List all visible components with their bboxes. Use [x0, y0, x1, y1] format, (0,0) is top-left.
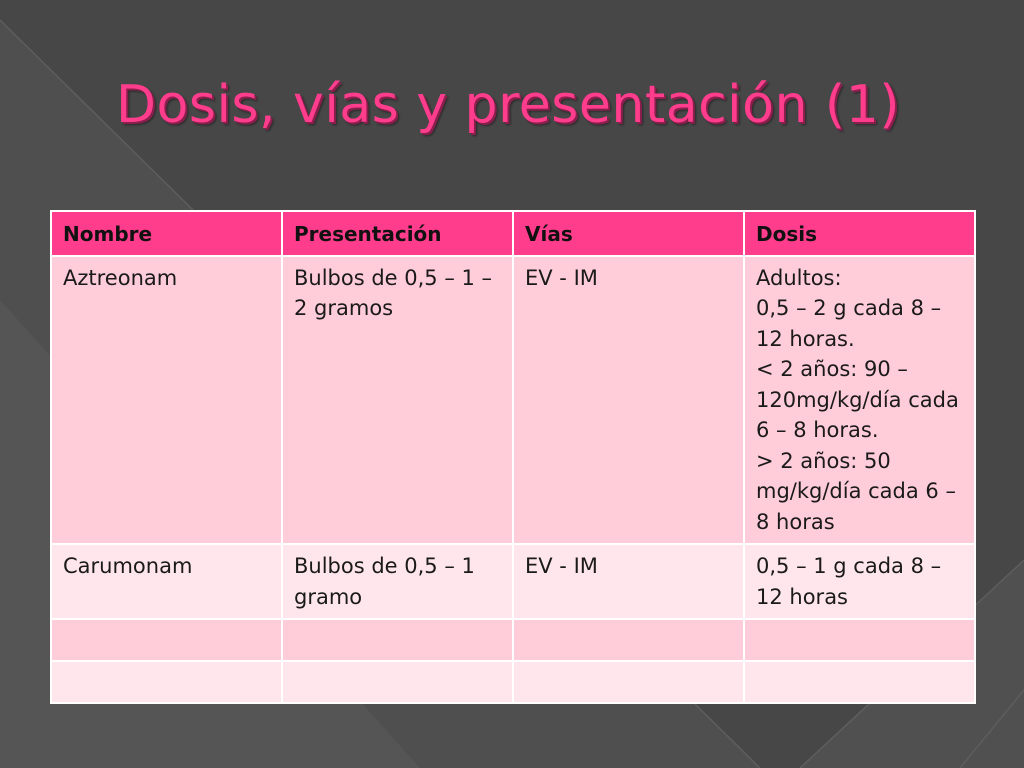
- cell-vias: [513, 619, 744, 661]
- header-vias: Vías: [513, 211, 744, 256]
- cell-dosis: [744, 661, 975, 703]
- cell-vias: EV - IM: [513, 544, 744, 619]
- slide-title: Dosis, vías y presentación (1): [116, 75, 901, 135]
- cell-nombre: [51, 619, 282, 661]
- dosis-line: Adultos:: [756, 265, 842, 290]
- cell-nombre: Aztreonam: [51, 256, 282, 545]
- cell-presentacion: Bulbos de 0,5 – 1 – 2 gramos: [282, 256, 513, 545]
- cell-dosis: [744, 256, 975, 545]
- cell-nombre: [51, 661, 282, 703]
- table-row-empty: [51, 661, 975, 703]
- dosis-line: 0,5 – 1 g cada 8 – 12 horas: [756, 554, 942, 609]
- dosis-line: < 2 años: 90 – 120mg/kg/día cada 6 – 8 horas.: [756, 357, 959, 442]
- dosis-line: 0,5 – 2 g cada 8 – 12 horas.: [756, 296, 942, 351]
- cell-dosis: [744, 619, 975, 661]
- cell-nombre: Carumonam: [51, 544, 282, 619]
- cell-presentacion: [282, 661, 513, 703]
- cell-vias: EV - IM: [513, 256, 744, 545]
- table-row-empty: [51, 619, 975, 661]
- table-row: [51, 544, 975, 619]
- dosis-line: > 2 años: 50 mg/kg/día cada 6 – 8 horas: [756, 448, 956, 534]
- header-nombre: Nombre: [51, 211, 282, 256]
- header-dosis: Dosis: [744, 211, 975, 256]
- table-row: [51, 256, 975, 545]
- cell-presentacion: [282, 619, 513, 661]
- cell-presentacion: Bulbos de 0,5 – 1 gramo: [282, 544, 513, 619]
- table-header-row: [51, 211, 975, 256]
- cell-vias: [513, 661, 744, 703]
- dosage-table: [50, 210, 976, 704]
- header-presentacion: Presentación: [282, 211, 513, 256]
- cell-dosis: [744, 544, 975, 619]
